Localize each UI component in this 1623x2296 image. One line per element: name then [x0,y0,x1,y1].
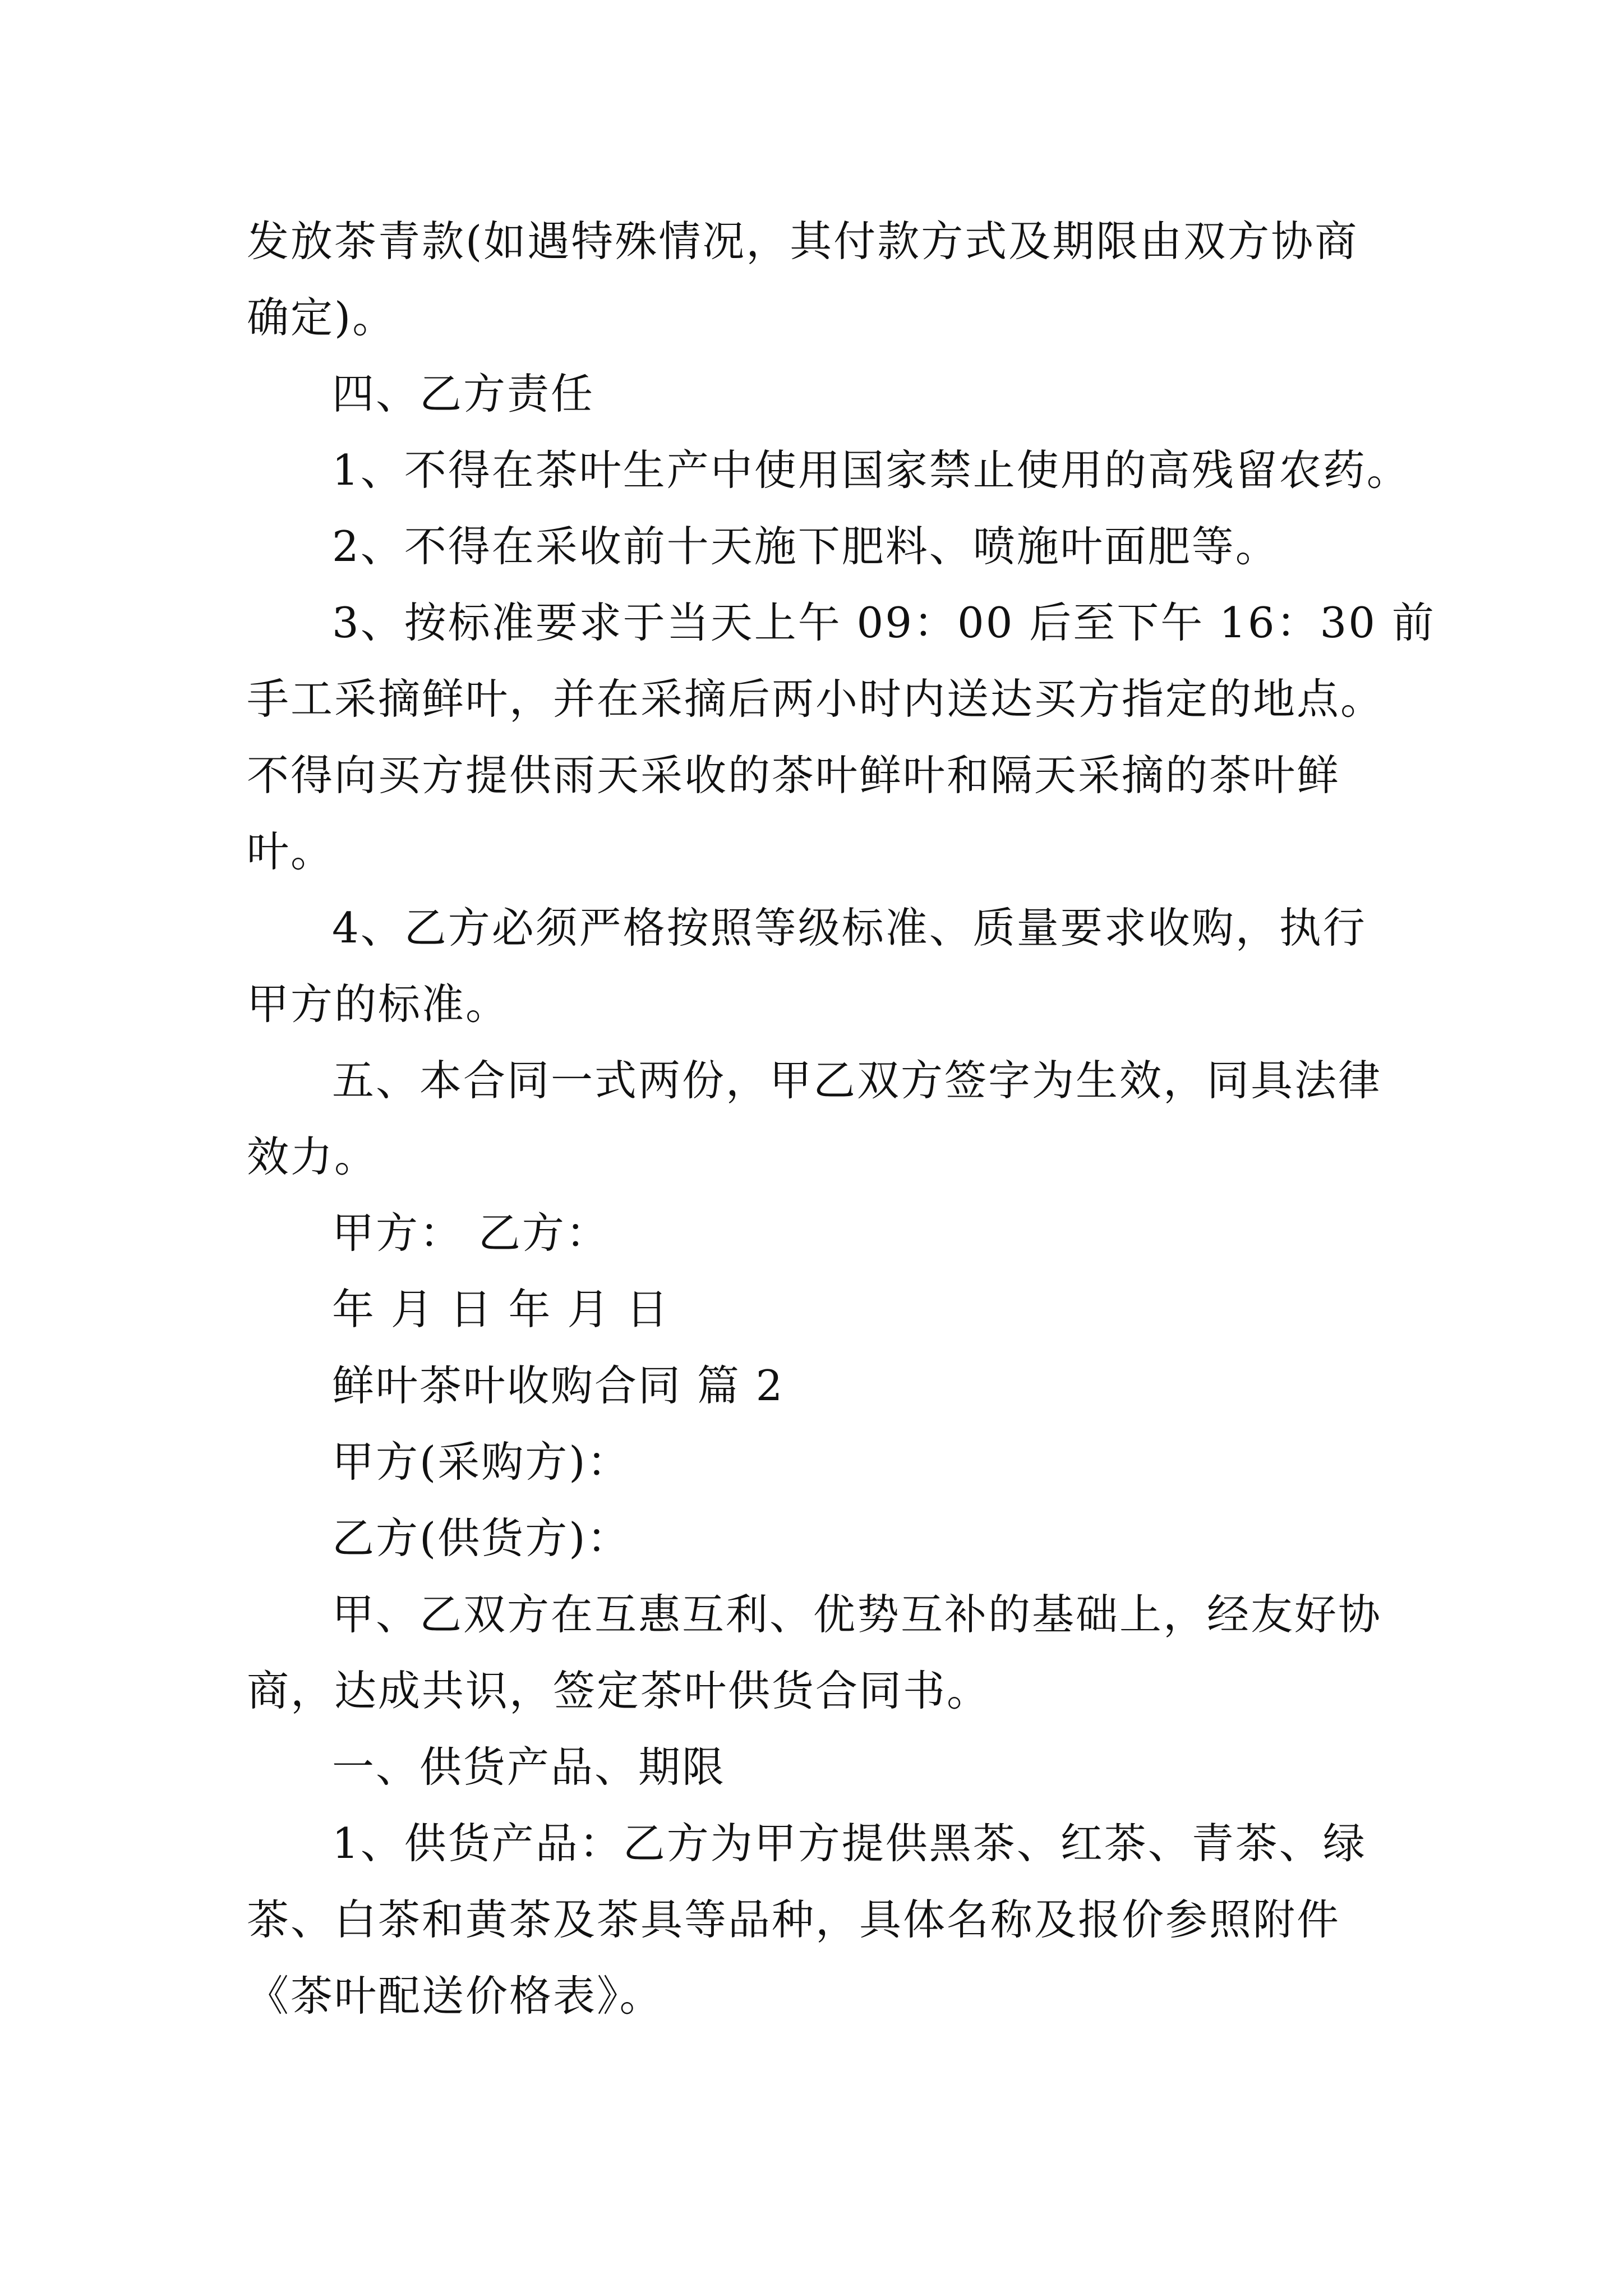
text-line: 确定)。 [247,293,396,342]
document-body [247,203,1436,2034]
party-a-label: 甲方(采购方)： [332,1437,631,1487]
section-heading: 一、供货产品、期限 [332,1742,726,1792]
party-b-label: 乙方(供货方)： [332,1513,631,1563]
signature-parties: 甲方： 乙方： [332,1208,610,1258]
section-heading: 四、乙方责任 [332,369,595,418]
text-line: 甲、乙双方在互惠互利、优势互补的基础上，经友好协 [332,1590,1382,1639]
text-line: 不得向买方提供雨天采收的茶叶鲜叶和隔天采摘的茶叶鲜 [247,751,1341,800]
signature-dates: 年 月 日 年 月 日 [332,1285,670,1334]
text-line: 茶、白茶和黄茶及茶具等品种，具体名称及报价参照附件 [247,1895,1341,1944]
text-line: 甲方的标准。 [247,979,510,1029]
text-line: 发放茶青款(如遇特殊情况，其付款方式及期限由双方协商 [247,217,1359,266]
contract-title: 鲜叶茶叶收购合同 篇 2 [332,1361,785,1410]
text-line: 2、不得在采收前十天施下肥料、喷施叶面肥等。 [332,522,1279,571]
text-line: 《茶叶配送价格表》。 [247,1971,663,2021]
text-line: 商，达成共识，签定茶叶供货合同书。 [247,1666,991,1715]
text-line: 1、不得在茶叶生产中使用国家禁止使用的高残留农药。 [332,445,1410,495]
text-line: 叶。 [247,827,335,876]
text-line: 3、按标准要求于当天上午 09：00 后至下午 16：30 前 [332,598,1436,647]
text-line: 4、乙方必须严格按照等级标准、质量要求收购，执行 [332,903,1367,953]
text-line: 五、本合同一式两份，甲乙双方签字为生效，同具法律 [332,1056,1382,1105]
text-line: 1、供货产品：乙方为甲方提供黑茶、红茶、青茶、绿 [332,1819,1367,1868]
text-line: 手工采摘鲜叶，并在采摘后两小时内送达买方指定的地点。 [247,674,1385,724]
text-line: 效力。 [247,1132,379,1181]
